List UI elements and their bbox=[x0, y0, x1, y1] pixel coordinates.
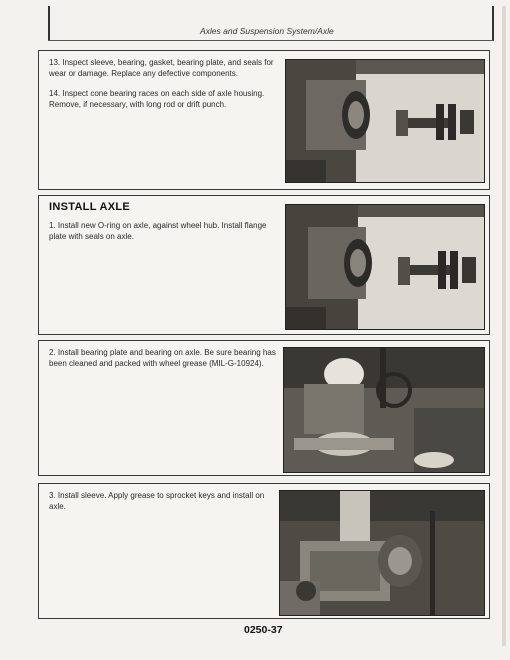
panel-inspect bbox=[38, 50, 490, 190]
page-number: 0250-37 bbox=[244, 624, 283, 636]
step-13: 13. Inspect sleeve, bearing, gasket, bearing plate, and seals for wear or damage. Replace any defective components. bbox=[49, 58, 274, 78]
panel-inspect-text bbox=[49, 57, 279, 119]
panel-install-axle bbox=[38, 195, 490, 335]
panel-bearing-text bbox=[49, 347, 279, 378]
step-1: 1. Install new O-ring on axle, against wheel hub. Install flange plate with seals on axle. bbox=[49, 221, 267, 241]
running-header: Axles and Suspension System/Axle bbox=[200, 26, 334, 36]
panel-install-text bbox=[49, 220, 279, 251]
header-rule-left bbox=[48, 6, 50, 40]
header-divider bbox=[48, 40, 494, 41]
panel-bearing-plate bbox=[38, 340, 490, 476]
photo-axle-housing-2 bbox=[285, 204, 485, 330]
section-heading: INSTALL AXLE bbox=[49, 201, 131, 213]
panel-sleeve bbox=[38, 483, 490, 619]
photo-installing-sleeve bbox=[279, 490, 485, 616]
header-rule-right bbox=[492, 6, 494, 40]
photo-axle-housing-1 bbox=[285, 59, 485, 183]
page-edge bbox=[502, 6, 506, 646]
step-2: 2. Install bearing plate and bearing on axle. Be sure bearing has been cleaned and packed with wheel grease (MIL-G-10924). bbox=[49, 348, 276, 368]
step-3: 3. Install sleeve. Apply grease to sprocket keys and install on axle. bbox=[49, 491, 265, 511]
step-14: 14. Inspect cone bearing races on each side of axle housing. Remove, if necessary, with long rod or drift punch. bbox=[49, 89, 265, 109]
photo-installing-bearing bbox=[283, 347, 485, 473]
panel-sleeve-text bbox=[49, 490, 279, 521]
